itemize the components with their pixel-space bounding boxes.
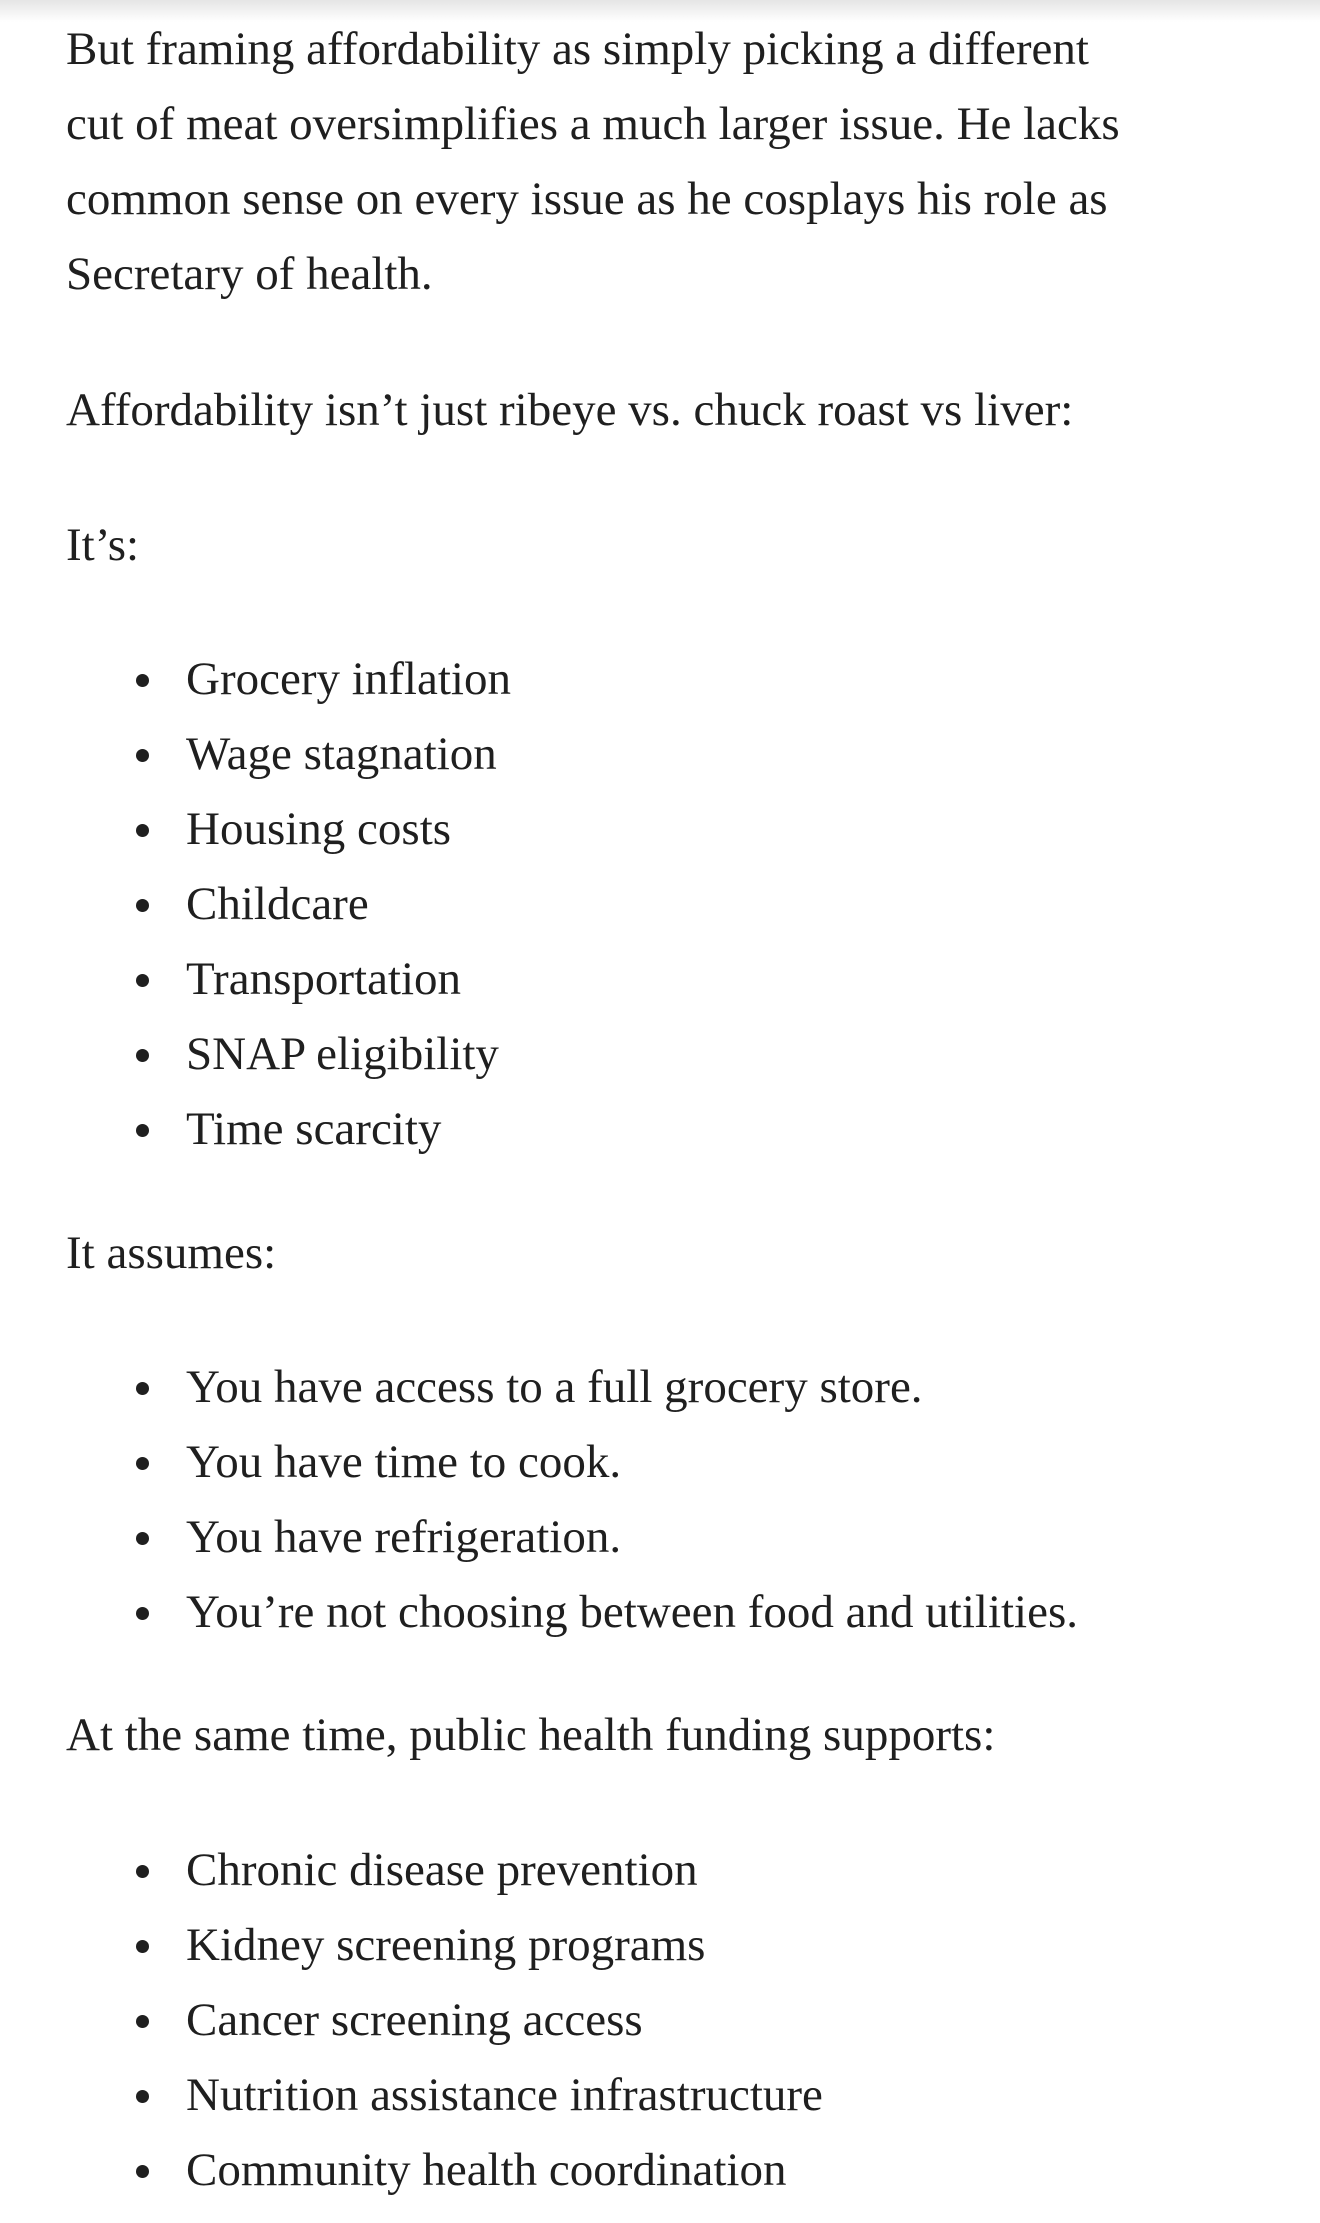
bullet-icon xyxy=(136,1865,149,1878)
intro-line-2: cut of meat oversimplifies a much larger issue. He lacks xyxy=(66,98,1120,150)
list-item: Time scarcity xyxy=(66,1092,511,1167)
list-item: You have time to cook. xyxy=(66,1425,1078,1500)
bullet-icon xyxy=(136,1940,149,1953)
list-item: Community health coordination xyxy=(66,2133,823,2208)
assumes-list xyxy=(66,1350,1078,1650)
list-item: SNAP eligibility xyxy=(66,1017,511,1092)
intro-line-3: common sense on every issue as he cosplays his role as xyxy=(66,173,1108,225)
list-item: Wage stagnation xyxy=(66,717,511,792)
list-item: Housing costs xyxy=(66,792,511,867)
list-item: Nutrition assistance infrastructure xyxy=(66,2058,823,2133)
bullet-icon xyxy=(136,1457,149,1470)
list-item: You have refrigeration. xyxy=(66,1500,1078,1575)
list-item: Chronic disease prevention xyxy=(66,1833,823,1908)
affordability-paragraph: Affordability isn’t just ribeye vs. chuck roast vs liver: xyxy=(66,384,1074,436)
list-item: Cancer screening access xyxy=(66,1983,823,2058)
list-item: Childcare xyxy=(66,867,511,942)
bullet-icon xyxy=(136,1607,149,1620)
its-label: It’s: xyxy=(66,519,140,571)
bullet-icon xyxy=(136,899,149,912)
intro-line-4: Secretary of health. xyxy=(66,248,433,300)
bullet-icon xyxy=(136,2090,149,2103)
list-item: You’re not choosing between food and utilities. xyxy=(66,1575,1078,1650)
bullet-icon xyxy=(136,1532,149,1545)
bullet-icon xyxy=(136,2165,149,2178)
list-item: You have access to a full grocery store. xyxy=(66,1350,1078,1425)
bullet-icon xyxy=(136,974,149,987)
list-item: Grocery inflation xyxy=(66,642,511,717)
intro-paragraph xyxy=(66,12,1120,312)
list-item: Kidney screening programs xyxy=(66,1908,823,1983)
its-list xyxy=(66,642,511,1167)
bullet-icon xyxy=(136,1049,149,1062)
intro-line-1: But framing affordability as simply picking a different xyxy=(66,23,1089,75)
public-health-paragraph: At the same time, public health funding supports: xyxy=(66,1709,996,1761)
bullet-icon xyxy=(136,1124,149,1137)
bullet-icon xyxy=(136,749,149,762)
public-health-list xyxy=(66,1833,823,2208)
bullet-icon xyxy=(136,2015,149,2028)
bullet-icon xyxy=(136,674,149,687)
bullet-icon xyxy=(136,824,149,837)
assumes-label: It assumes: xyxy=(66,1227,277,1279)
bullet-icon xyxy=(136,1382,149,1395)
list-item: Transportation xyxy=(66,942,511,1017)
